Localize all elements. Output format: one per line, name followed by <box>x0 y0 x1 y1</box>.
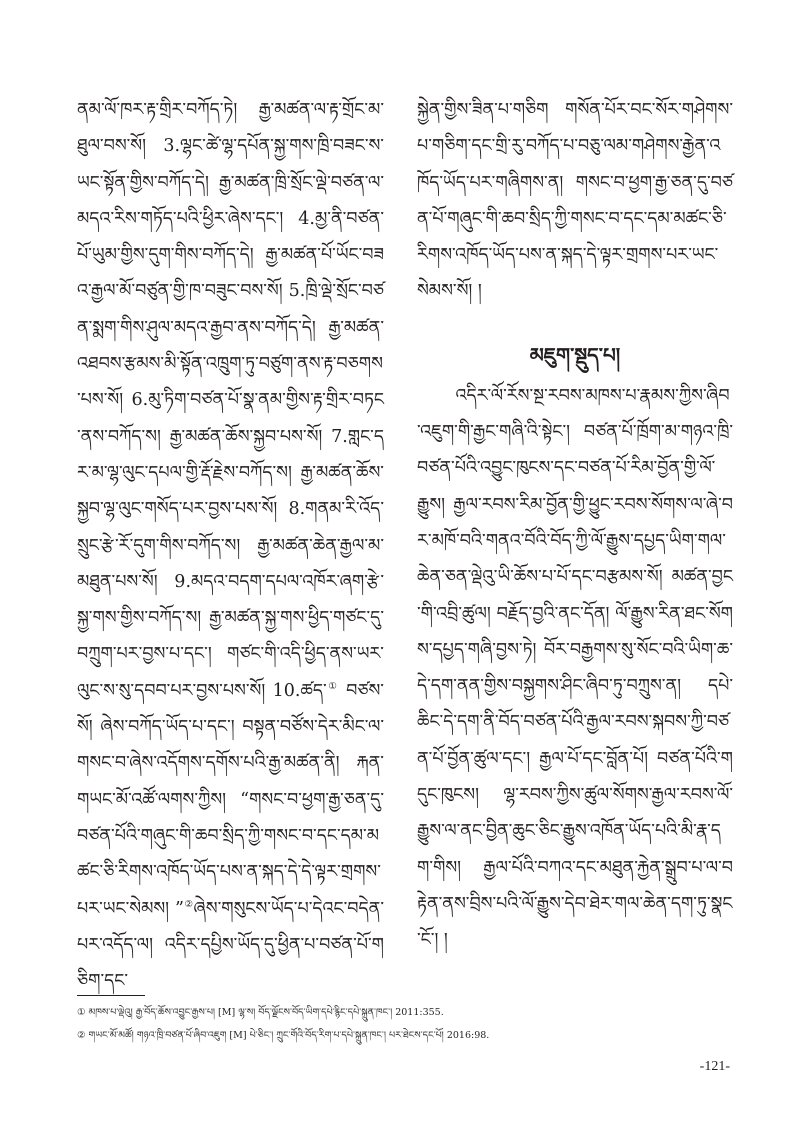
body-paragraph <box>77 92 384 999</box>
footnote-divider <box>77 995 145 996</box>
left-column <box>77 92 384 999</box>
footnotes <box>77 1001 737 1047</box>
body-paragraph: སྐྱེན་གྱིས་ཟིན་པ་གཅིག གསོན་པོར་བང་སོར་གཤེགས་པ་གཅིག་དང་གྲི་རུ་བཀོད་པ་བཅུ་ལམ་གཤེགས་རྒྱེན་འཁོད་ཡོད་པར་གཞིགས་ན། གསང་བ་ཕྱག་རྒྱ་ཅན་དུ་བཙན་པོ་གཞུང་གི་ཆབ་སྲིད་ཀྱི་གསང་བ་དང་དམ་མཚང་ཅི་རིགས་འཁོད་ཡོད་པས་ན་སྐད་དེ་ལྟར་གྲགས་པར་ཡང་སེམས་སོ། ། <box>417 100 733 302</box>
footnote-1: ① མཁས་པ་ལྡེའུ། རྒྱ་བོད་ཆོས་འབྱུང་རྒྱས་པ། [M] ལྷ་ས། བོད་ལྗོངས་བོད་ཡིག་དཔེ་རྙིང་དཔེ་སྐྲུན་ཁང་། 2011:355. <box>77 1007 444 1018</box>
body-text: ཞེས་གསུངས་ཡོད་པ་དེའང་བདེན་པར་འདོད་ལ། འདིར་དཔྱིས་ཡོད་དུ་ཕྱིན་པ་བཙན་པོ་གཅིག་དང་ <box>77 898 385 992</box>
page-number: -121- <box>699 1059 730 1074</box>
body-text: བཙས་སོ། ཞེས་བཀོད་ཡོད་པ་དང་། བསྟན་བཙོས་དེར་མིང་ལ་གསང་བ་ཞེས་འདོགས་དགོས་པའི་རྒྱ་མཚན་ནི། རྐན་གཡང་མོ་འཚོ་ལགས་ཀྱིས། “གསང་བ་ཕྱག་རྒྱ་ཅན་དུ་བཙན་པོའི་གཞུང་གི་ཆབ་སྲིད་ཀྱི་གསང་བ་དང་དམ་མཚང་ཅི་རིགས་འཁོད་ཡོད་པས་ན་སྐད་དེ་དེ་ལྟར་གྲགས་པར་ཡང་སེམས། ” <box>77 680 384 919</box>
body-text: ནམ་ལོ་ཁར་རྟ་གྲིར་བཀོད་ཏེ། རྒྱ་མཚན་ལ་རྟ་གྲོང་མ་ཐུལ་བས་སོ། 3.ལྷང་ཚེ་ལྷ་དཔོན་སྐྱ་གས་ཁྲི་བཟང་ས་ཡང་སྟོན་གྱིས་བཀོད་དེ། རྒྱ་མཚན་ཁྲི་སྲོང་ལྡེ་བཙན་ལ་མདའ་རིས་གཏོད་པའི་ཕྱིར་ཞེས་དང་། 4.མྱ་ནི་བཙན་པོ་ཡུམ་གྱིས་དུག་གིས་བཀོད་དེ། རྒྱ་མཚན་པོ་ཡོང་བཟའ་རྒྱལ་མོ་བཙུན་གྱི་ཁ་བཟུང་བས་སོ། 5.ཁྲི་ལྡེ་སྲོང་བཙན་སྨག་གིས་ཤུལ་མདའ་རྒྱབ་ནས་བཀོད་དེ། རྒྱ་མཚན་འཐབས་རྩམས་མི་སྟོན་འཁྲུག་ཏུ་བཙུག་ནས་རྟ་བཅགས་པས་སོ། 6.མུ་ཏིག་བཙན་པོ་སྣ་ནམ་གྱིས་རྟ་གྲིར་བཏང་ནས་བཀོད་ས། རྒྱ་མཚན་ཆོས་སྐྱབ་པས་སོ། 7.གླང་དར་མ་ལྷ་ལུང་དཔལ་གྱི་རྡོ་རྗེས་བཀོད་ས། རྒྱ་མཚན་ཆོས་སྐྱབ་ལྷ་ལུང་གསོད་པར་བྱས་པས་སོ། 8.གནམ་རི་འོད་སྲུང་རྩེ་རོ་དུག་གིས་བཀོད་ས། རྒྱ་མཚན་ཆེན་རྒྱལ་མ་མཐུན་པས་སོ། 9.མདའ་བདག་དཔལ་འཁོར་ཞག་རྩེ་སྐྱ་གས་གྱིས་བཀོད་ས། རྒྱ་མཚན་སྐྱ་གས་ཕྱིད་གཙང་དུ་བཀྲུག་པར་བྱས་པ་དང་། གཙང་གི་འདི་ཕྱིད་ནས་ཡར་ལུང་ས་སུ་དབབ་པར་བྱས་པས་སོ། 10.ཚད་ <box>77 100 384 701</box>
footnote-ref-2[interactable]: ② <box>184 898 194 910</box>
right-column <box>417 92 733 959</box>
section-title: མཇུག་སྡུད་པ། <box>529 342 621 367</box>
footnote-ref-1[interactable]: ① <box>326 680 339 692</box>
footnote-2: ② གཡང་མོ་མཚོ། གཉའ་ཁྲི་བཙན་པོ་ཞིབ་འཇུག [M] པེ་ཅིང་། ཀྲུང་གོའི་བོད་རིག་པ་དཔེ་སྐྲུན་ཁང་། པར་ཐེངས་དང་པོ། 2016:98. <box>77 1030 490 1041</box>
conclusion-paragraph: འདིར་ལོ་རོས་སྔ་རབས་མཁས་པ་རྣམས་ཀྱིས་ཞིབ་འཇུག་གི་རྒྱང་གཞི་འི་སྟེང་། བཙན་པོ་ཁྲོག་མ་གཉའ་ཁྲི་བཙན་པོའི་འབྱུང་ཁུངས་དང་བཙན་པོ་རིམ་བྱོན་གྱི་ལོ་རྒྱུས། རྒྱལ་རབས་རིམ་བྱོན་གྱི་ཕྱུང་རབས་སོགས་ལ་ཞེ་བར་མཁོ་བའི་གནའ་བོའི་བོད་ཀྱི་ལོ་རྒྱུས་དཔྱད་ཡིག་གལ་ཆེན་ཅན་ལྡེའུ་ཡི་ཆོས་པ་པོ་དང་བརྩམས་སོ། མཚན་བྱང་གི་འབྲི་ཚུལ། བརྗོད་བྱའི་ནང་དོན། ལོ་རྒྱུས་རིན་ཐང་སོགས་དཔྱད་གཞི་བྱས་ཏེ། བོར་བརྒྱགས་སུ་སོང་བའི་ཡིག་ཆ་དེ་དག་ནན་གྱིས་བསྐྱགས་ཤིང་ཞིབ་ཏུ་བཀྲུས་ན། དཔེ་ཆིང་དེ་དག་ནི་བོད་བཙན་པོའི་རྒྱལ་རབས་སྐབས་ཀྱི་བཙན་པོ་བྱོན་ཚུལ་དང་། རྒྱལ་པོ་དང་བློན་པོ། བཙན་པོའི་གདུང་ཁུངས། ལྷ་རབས་ཀྱིས་ཚུལ་སོགས་རྒྱལ་རབས་ལོ་རྒྱུས་ལ་ནང་བྱིན་ཆུང་ཅིང་རྒྱུས་འཁོན་ཡོད་པའི་མི་རྣ་དག་གིས། རྒྱལ་པོའི་བཀའ་དང་མཐུན་རྐྱེན་སྒྲུབ་པ་ལ་བརྟེན་ནས་བྲིས་པའི་ལོ་རྒྱུས་དེབ་ཐེར་གལ་ཆེན་དག་ཏུ་སྣང་ངོ་། ། <box>417 385 733 951</box>
